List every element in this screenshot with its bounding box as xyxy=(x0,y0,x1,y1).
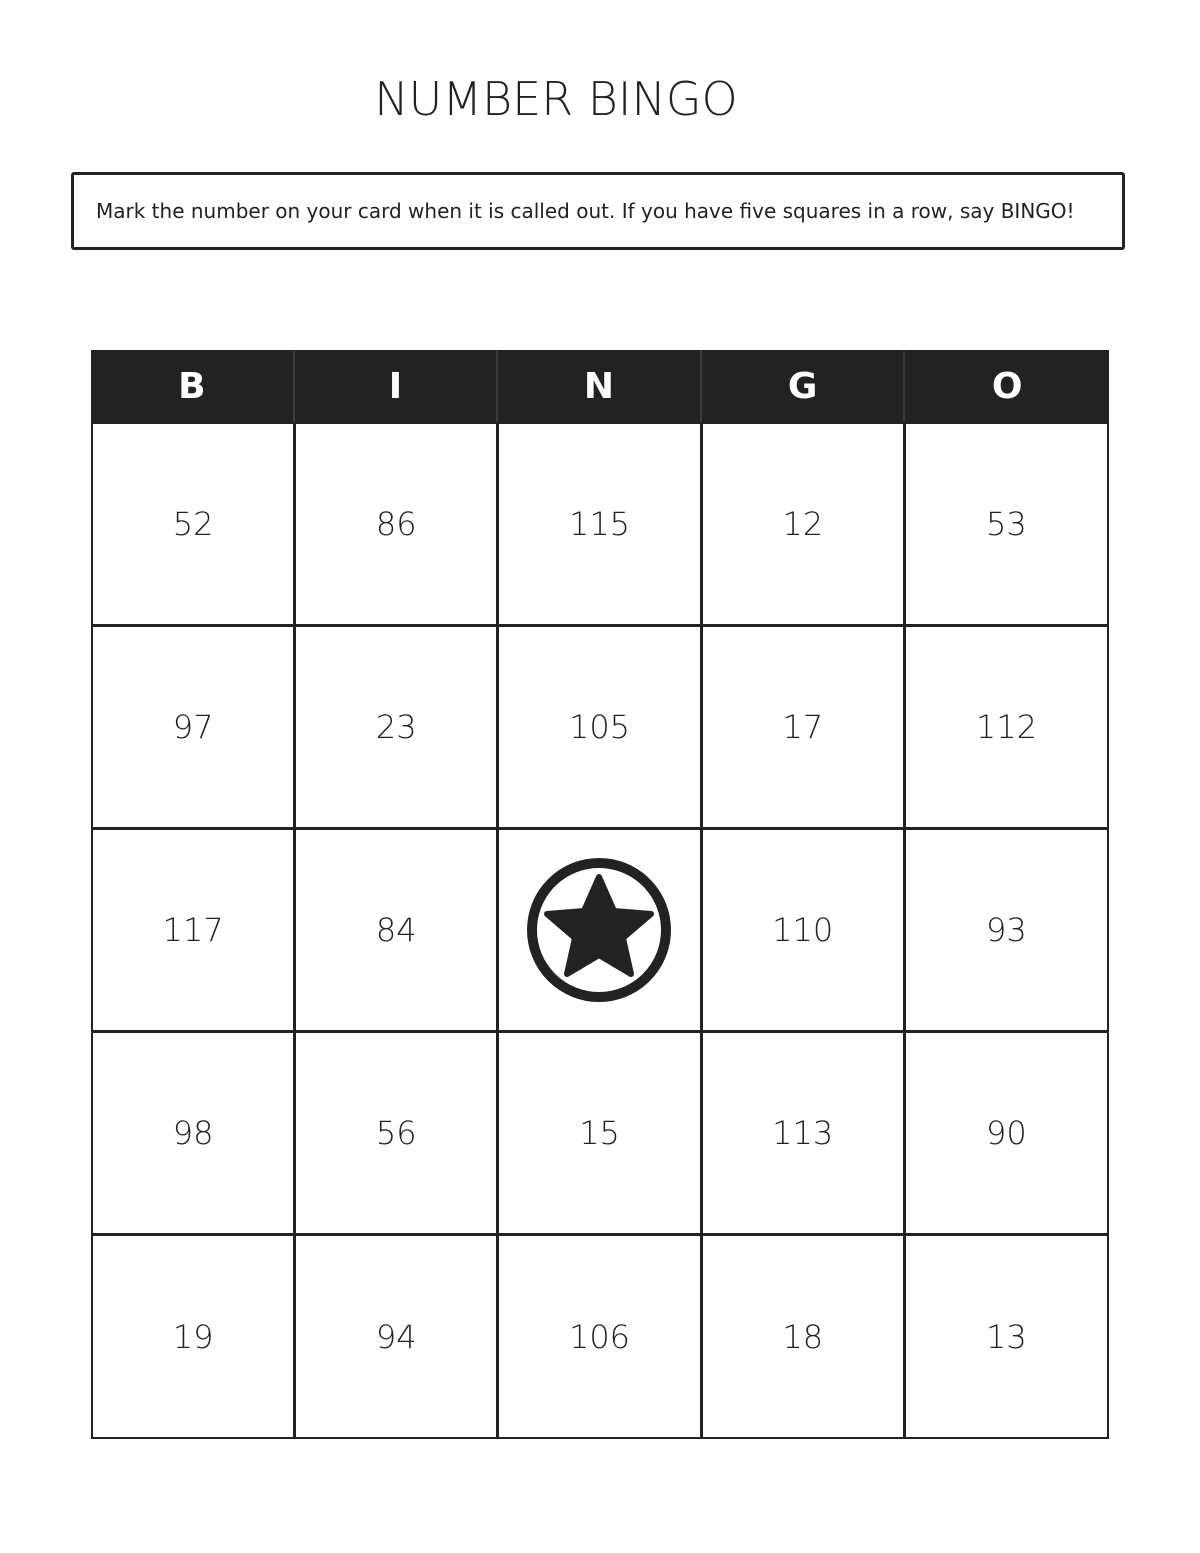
bingo-cell[interactable]: 115 xyxy=(499,424,702,627)
bingo-grid xyxy=(91,422,1109,1439)
header-letter-n: N xyxy=(498,350,702,422)
bingo-cell[interactable]: 106 xyxy=(499,1236,702,1439)
bingo-cell[interactable]: 53 xyxy=(906,424,1109,627)
bingo-cell[interactable]: 86 xyxy=(296,424,499,627)
bingo-cell[interactable]: 84 xyxy=(296,830,499,1033)
bingo-cell[interactable]: 110 xyxy=(703,830,906,1033)
bingo-cell[interactable]: 15 xyxy=(499,1033,702,1236)
header-letter-b: B xyxy=(91,350,295,422)
bingo-cell[interactable]: 113 xyxy=(703,1033,906,1236)
header-letter-o: O xyxy=(991,365,1023,407)
bingo-cell[interactable]: 52 xyxy=(93,424,296,627)
bingo-header-row xyxy=(91,350,1109,422)
bingo-cell[interactable]: 94 xyxy=(296,1236,499,1439)
bingo-cell[interactable]: 12 xyxy=(703,424,906,627)
bingo-cell[interactable]: 19 xyxy=(93,1236,296,1439)
bingo-cell[interactable]: 117 xyxy=(93,830,296,1033)
page-title: NUMBER BINGO xyxy=(374,72,738,126)
bingo-cell[interactable]: 17 xyxy=(703,627,906,830)
bingo-cell[interactable]: 98 xyxy=(93,1033,296,1236)
bingo-cell[interactable]: 23 xyxy=(296,627,499,830)
bingo-cell[interactable]: 90 xyxy=(906,1033,1109,1236)
bingo-cell[interactable]: 112 xyxy=(906,627,1109,830)
header-letter-i: I xyxy=(295,350,499,422)
bingo-cell[interactable]: 105 xyxy=(499,627,702,830)
star-in-circle-icon xyxy=(524,855,674,1005)
header-letter-g: G xyxy=(702,350,906,422)
instructions-box xyxy=(71,172,1125,250)
bingo-cell[interactable]: 93 xyxy=(906,830,1109,1033)
bingo-cell[interactable]: 97 xyxy=(93,627,296,830)
instructions-text: Mark the number on your card when it is called out. If you have five squares in a row, say BINGO! xyxy=(96,199,1075,223)
free-space-cell[interactable] xyxy=(499,830,702,1033)
bingo-cell[interactable]: 18 xyxy=(703,1236,906,1439)
bingo-cell[interactable]: 56 xyxy=(296,1033,499,1236)
bingo-cell[interactable]: 13 xyxy=(906,1236,1109,1439)
bingo-card xyxy=(91,350,1109,1439)
